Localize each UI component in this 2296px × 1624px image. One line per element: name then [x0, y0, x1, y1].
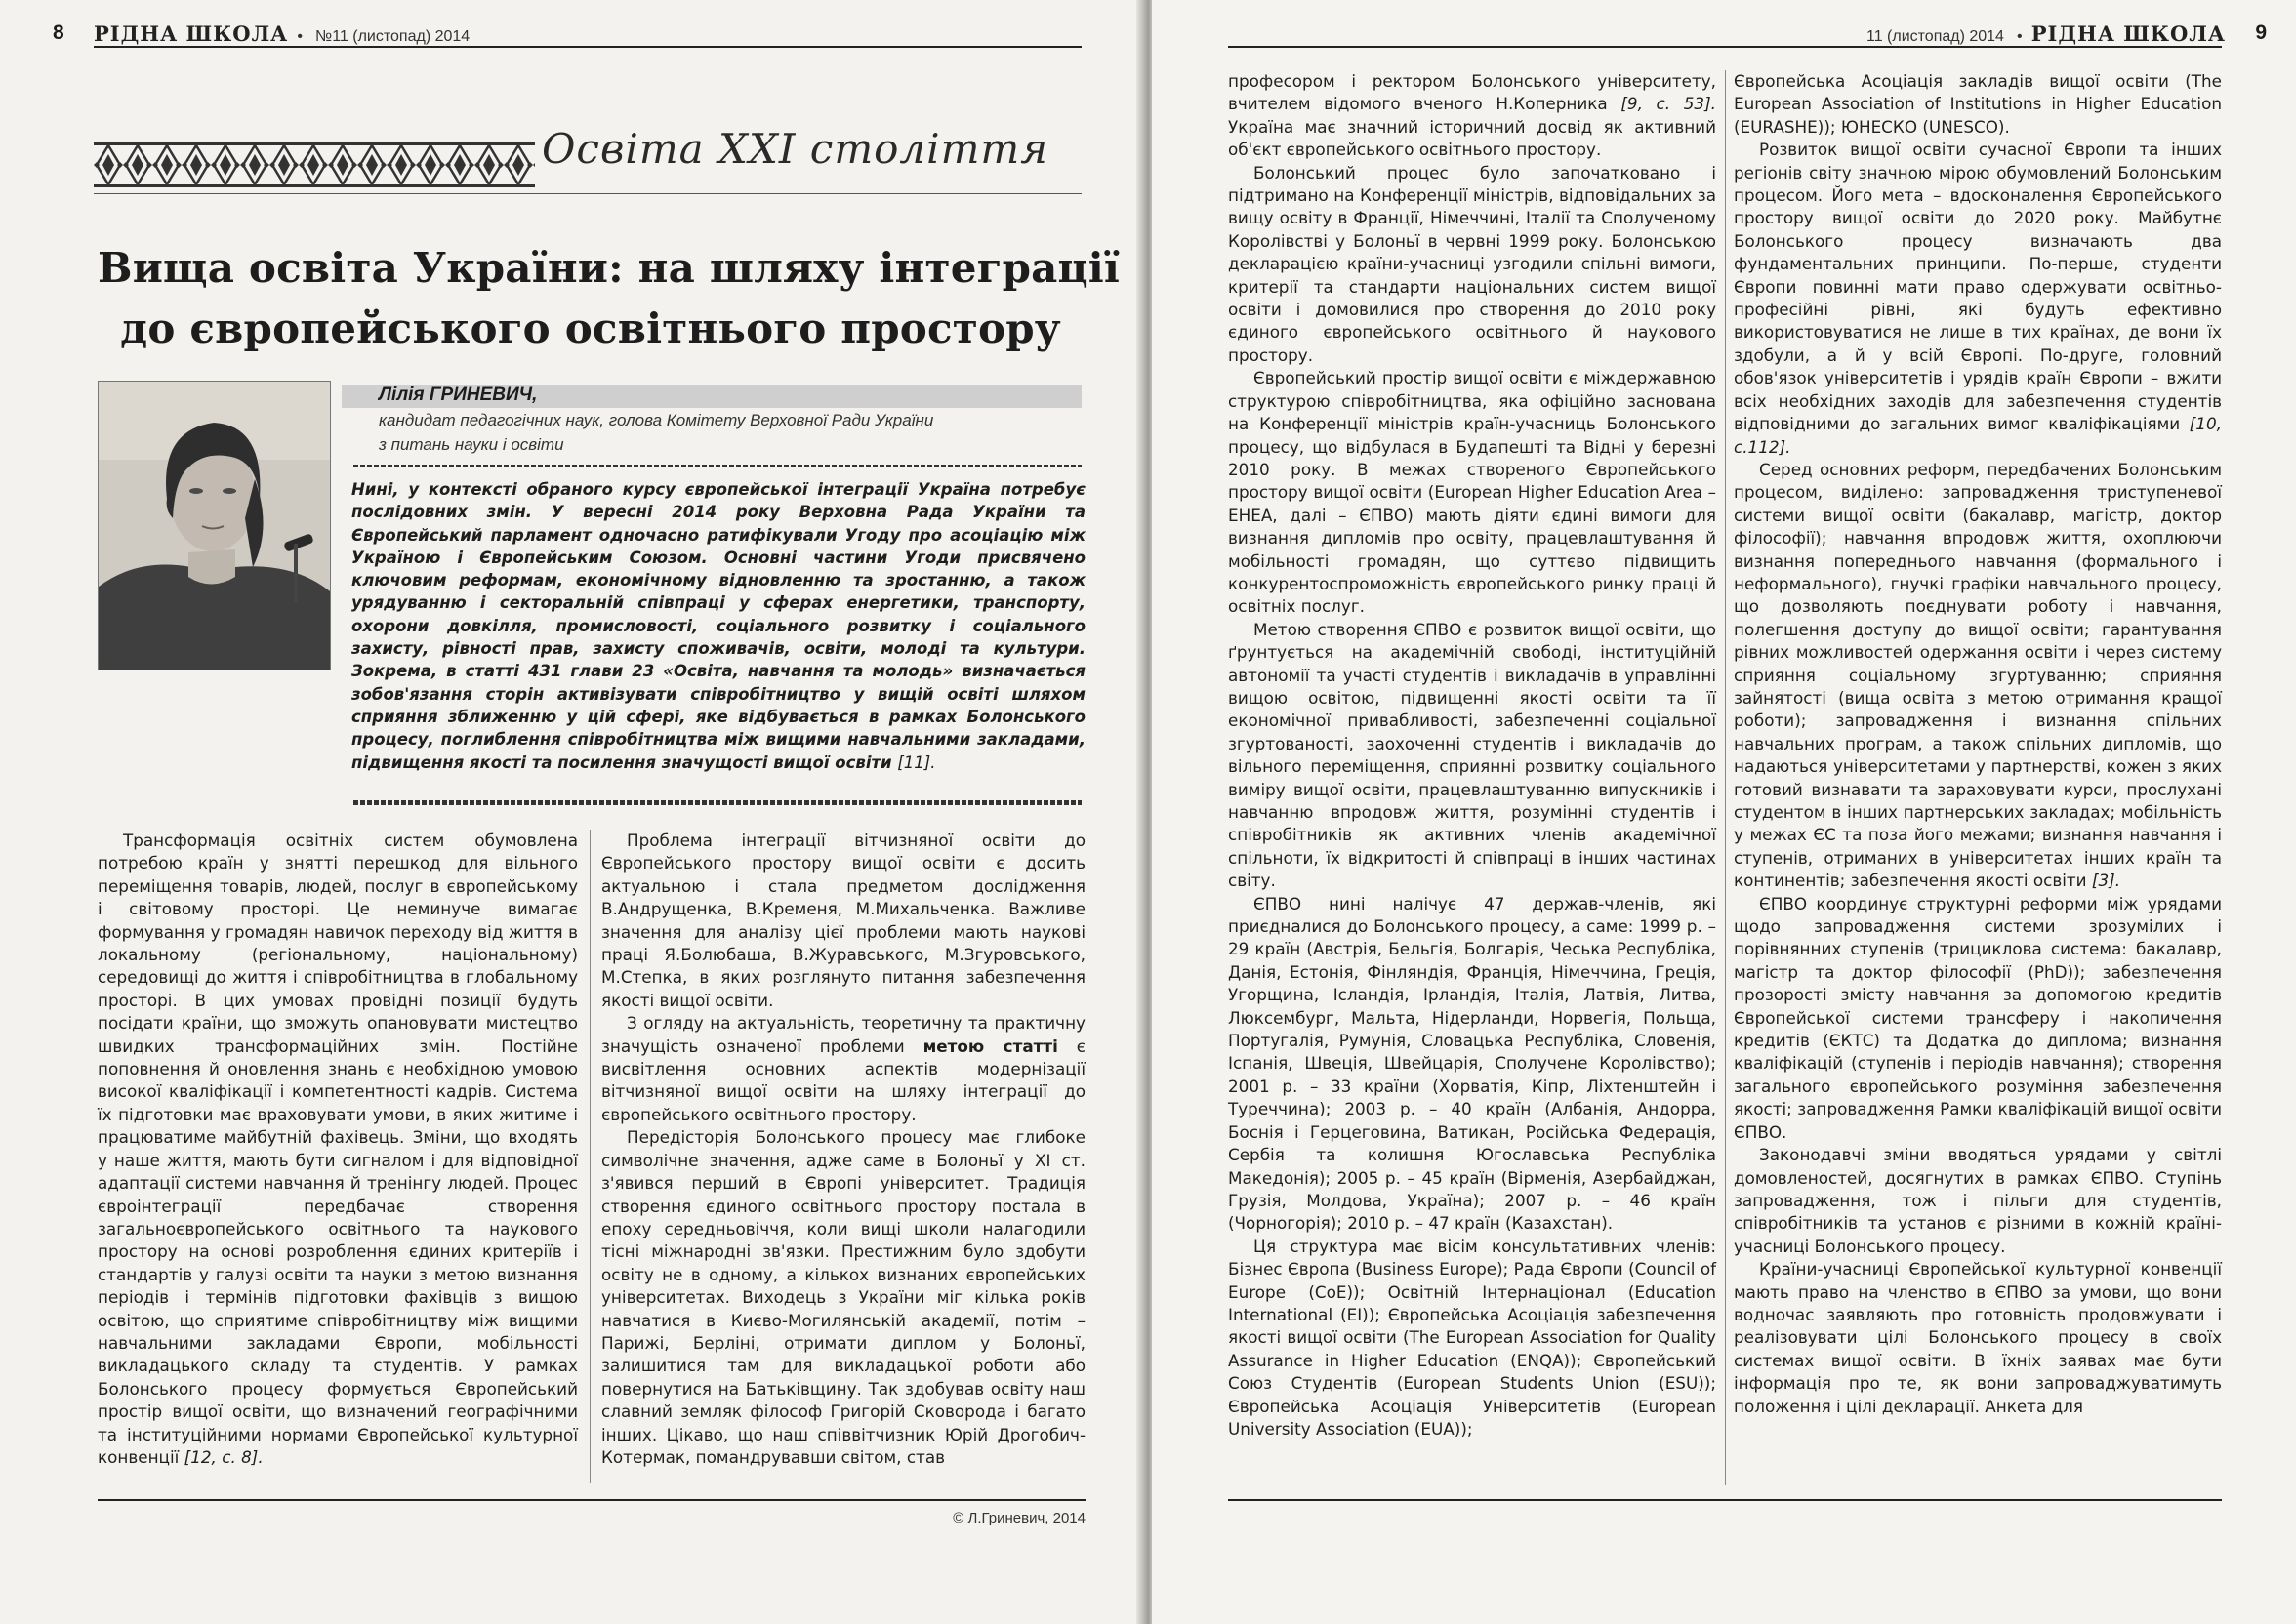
- paragraph: Ця структура має вісім консультативних членів: Бізнес Європа (Business Europe); Рада Європи (Council of Europe (CoE)); Освітній Інтернаціонал (Education International (EI)); Європейська Асоціація забезпечення якості вищої освіти (The European Association for Quality Assurance in Higher Education (ENQA)); Європейський Союз Студентів (European Students Union (ESU)); Європейська Асоціація Університетів (European University Association (EUA));: [1228, 1236, 1716, 1439]
- header-rule: [94, 46, 1082, 48]
- paragraph-text: Україна має значний історичний досвід як активний об'єкт європейського освітнього простору.: [1228, 116, 1716, 160]
- magazine-name: РІДНА ШКОЛА: [94, 21, 289, 46]
- paragraph: ЄПВО координує структурні реформи між урядами щодо запровадження системи зрозумілих і порівнянних ступенів (трициклова система: бакалавр, магістр та доктор філософії (PhD)); забезпечення прозорості змісту навчання за допомогою кредитів Європейської системи трансферу і накопичення кредитів (ЄКТС) та Додатка до диплома; визнання кваліфікацій (ступенів і періодів навчання); створення загального європейського розуміння забезпечення якості; запровадження Рамки кваліфікацій вищої освіти ЄПВО.: [1734, 893, 2222, 1142]
- citation: [12, с. 8].: [184, 1446, 264, 1467]
- footer-rule: [98, 1499, 1086, 1501]
- magazine-name: РІДНА ШКОЛА: [2030, 21, 2226, 46]
- abstract-divider: [353, 800, 1082, 805]
- citation: [10, с.112].: [1734, 414, 2222, 457]
- portrait-drawing: [99, 382, 330, 670]
- paragraph-text: Серед основних реформ, передбачених Болонським процесом, виділено: запровадження триступеневої системи вищої освіти (бакалавр, магістр, доктор філософії); навчання впродовж життя, охоплюючи визнання попереднього навчання (формального і неформального), гнучкі графіки навчального процесу, що дозволяють поєднувати роботу і навчання, полегшення доступу до вищої освіти; гарантування рівних можливостей одержання освіти і через систему сприяння соціальному згуртуванню; сприяння зайнятості (вища освіта з метою отримання кращої роботи); запровадження і визнання спільних навчальних програм, а також спільних дипломів, що надаються університетами у партнерстві, кожен з яких готовий визнавати та зараховувати курси, прослухані студентом в інших партнерських закладах; мобільність у межах ЄС та поза його межами; визнання навчання і ступенів, отриманих в університетах інших країн та континентів; забезпечення якості освіти: [1734, 459, 2222, 891]
- credit-divider: [353, 465, 1082, 467]
- citation: [3].: [2091, 871, 2121, 891]
- paragraph: Проблема інтеграції вітчизняної освіти до Європейського простору вищої освіти є досить актуальною і стала предметом дослідження В.Андрущенка, В.Кременя, М.Михальченка. Важливе значення для аналізу цієї проблеми мають наукові праці Я.Болюбаша, В.Журавського, М.Згуровського, М.Степка, в яких розглянуто питання забезпечення якості вищої освіти.: [601, 831, 1086, 1010]
- author-portrait: [98, 381, 331, 670]
- paragraph: Законодавчі зміни вводяться урядами у світлі домовленостей, досягнутих в рамках ЄПВО. Ступінь запровадження, тож і пільги для студентів, співробітників та установ є різними в кожній країні-учасниці Болонського процесу.: [1734, 1145, 2222, 1256]
- issue-separator: •: [2017, 28, 2023, 45]
- header-rule: [1228, 46, 2222, 48]
- bold-phrase: метою статті: [922, 1035, 1058, 1056]
- column-divider: [1725, 70, 1726, 1485]
- left-page-column-2: [601, 830, 1086, 1469]
- paragraph-text: Розвиток вищої освіти сучасної Європи та інших регіонів світу значною мірою обумовлений Болонським процесом. Його мета – вдосконалення Європейського простору вищої освіти до 2020 року. Майбутнє Болонського процесу визначають два фундаментальних принципи. По-перше, студенти Європи повинні мати право одержувати освітньо-професійні рівні, які будуть ефективно використовуватися не лише в тих країнах, де вони їх здобули, а й у всій Європі. По-друге, головний обов'язок університетів і урядів країн Європи – вжити всіх необхідних заходів для забезпечення студентів відповідними до загальних вимог кваліфікаціями: [1734, 140, 2222, 434]
- paragraph: Метою створення ЄПВО є розвиток вищої освіти, що ґрунтується на академічній свободі, інституційній автономії та участі студентів і викладачів в управлінні вищою освітою, підвищенні якості освіти та її економічної привабливості, забезпеченні соціальної згуртованості, заохоченні студентів і викладачів до вільного переміщення, сприянні розвитку соціального виміру вищої освіти, працевлаштуванню випускників і навчанню впродовж життя, розумінні студентів і співробітників як активних членів академічної спільноти, їх відкритості й співпраці в інших частинах світу.: [1228, 619, 1716, 891]
- paragraph: [1734, 459, 2222, 893]
- paragraph-text: З огляду на актуальність, теоретичну та практичну значущість означеної проблеми: [601, 1013, 1086, 1056]
- issue-label: №11 (листопад) 2014: [315, 28, 471, 45]
- abstract-reference: [11].: [897, 752, 936, 772]
- paragraph-text: професором і ректором Болонського університету, вчителем відомого вченого Н.Коперника: [1228, 71, 1716, 114]
- footer-rule: [1228, 1499, 2222, 1501]
- issue-label: 11 (листопад) 2014: [1866, 28, 2004, 45]
- citation: [9, с. 53].: [1620, 94, 1716, 114]
- article-abstract: [351, 478, 1086, 774]
- author-credit-line-2: з питань науки і освіти: [379, 435, 564, 454]
- rubric-title: Освіта ХХІ століття: [542, 125, 1049, 173]
- left-page-column-1: [98, 830, 578, 1469]
- rubric-rule: [94, 193, 1082, 194]
- copyright-notice: © Л.Гриневич, 2014: [953, 1510, 1086, 1526]
- paragraph: Болонський процес було започатковано і підтримано на Конференції міністрів, відповідальних за вищу освіту в Франції, Німеччині, Італії та Сполученому Королівстві у Болоньї в червні 1999 року. Болонською декларацією країни-учасниці узгодили спільні вимоги, критерії та стандарти національних систем вищої освіти і домовилися про створення до 2010 року єдиного європейського освітнього й наукового простору.: [1228, 162, 1716, 365]
- paragraph: [1228, 70, 1716, 162]
- author-credit-line-1: кандидат педагогічних наук, голова Комітету Верховної Ради України: [379, 411, 934, 429]
- right-page-column-2: [1734, 70, 2222, 1418]
- author-name: Лілія ГРИНЕВИЧ,: [379, 385, 538, 405]
- left-page: [0, 0, 1144, 1624]
- paragraph: Країни-учасниці Європейської культурної конвенції мають право на членство в ЄПВО за умови, що вони водночас заявляють про готовність продовжувати і реалізовувати цілі Болонського процесу в своїх системах вищої освіти. В їхніх заявах має бути інформація про те, як вони запроваджуватимуть положення і цілі декларації. Анкета для: [1734, 1259, 2222, 1416]
- paragraph: [601, 1012, 1086, 1126]
- right-page: [1152, 0, 2296, 1624]
- article-title-line-2: до європейського освітнього простору: [120, 304, 1061, 352]
- embroidery-ornament-icon: [94, 142, 535, 187]
- paragraph: Європейський простір вищої освіти є міждержавною структурою співробітництва, яка офіційно заснована на Конференції міністрів країн-учасниць Болонського процесу, що відбулася в Будапешті та Відні у березні 2010 року. В межах створеного Європейського простору вищої освіти (European Higher Education Area – EHEA, далі – ЄПВО) мають діяти єдині вимоги для визнання дипломів про освіту, працевлаштування й мобільності громадян, що суттєво підвищить конкурентоспроможність європейського ринку праці й освітніх послуг.: [1228, 368, 1716, 617]
- issue-separator: •: [297, 28, 303, 45]
- right-page-column-1: [1228, 70, 1716, 1441]
- paragraph: [98, 830, 578, 1469]
- paragraph-text: є висвітлення основних аспектів модернізації вітчизняної вищої освіти на шляху інтеграції до європейського освітнього простору.: [601, 1035, 1086, 1124]
- right-page-number: 9: [2255, 21, 2267, 44]
- paragraph: [1734, 139, 2222, 459]
- paragraph-text: Трансформація освітніх систем обумовлена потребою країн у знятті перешкод для вільного переміщення товарів, людей, послуг в європейському і світовому просторі. Це неминуче вимагає формування у громадян навичок переходу від життя в локальному (регіональному, національному) середовищі до життя і співробітництва в глобальному просторі. В цих умовах провідні позиції будуть посідати країни, що зможуть опановувати мистецтво швидких трансформаційних змін. Постійне поповнення й оновлення знань є необхідною умовою високої кваліфікації і компетентності кадрів. Система їх підготовки має враховувати умови, в яких житиме і працюватиме майбутній фахівець. Зміни, що входять у наше життя, мають бути сигналом і для відповідної адаптації системи навчання й тренінгу людей. Процес євроінтеграції передбачає створення загальноєвропейського освітнього та наукового простору на основі розроблення єдиних критеріїв і стандартів у галузі освіти та науки з метою визнання періодів і термінів підготовки фахівців з вищою освітою, що сприятиме співробітництву між вищими навчальними закладами Європи, мобільності викладацького складу та студентів. У рамках Болонського процесу формується Європейський простір вищої освіти, що визначений географічними та інституційними нормами Європейської культурної конвенції: [98, 831, 578, 1467]
- left-page-number: 8: [53, 21, 64, 44]
- paragraph: ЄПВО нині налічує 47 держав-членів, які приєдналися до Болонського процесу, а саме: 1999 р. – 29 країн (Австрія, Бельгія, Болгарія, Чеська Республіка, Данія, Естонія, Фінляндія, Франція, Німеччина, Греція, Угорщина, Ісландія, Ірландія, Італія, Латвія, Литва, Люксембург, Мальта, Нідерланди, Норвегія, Польща, Португалія, Румунія, Словацька Республіка, Словенія, Іспанія, Швеція, Швейцарія, Сполучене Королівство); 2001 р. – 33 країни (Хорватія, Кіпр, Ліхтенштейн і Туреччина); 2003 р. – 40 країн (Албанія, Андорра, Боснія і Герцеговина, Ватикан, Російська Федерація, Сербія та колишня Югославська Республіка Македонія); 2005 р. – 45 країн (Вірменія, Азербайджан, Грузія, Молдова, Україна); 2007 р. – 46 країн (Чорногорія); 2010 р. – 47 країн (Казахстан).: [1228, 893, 1716, 1234]
- column-divider: [590, 830, 591, 1483]
- abstract-text: Нині, у контексті обраного курсу європейської інтеграції Україна потребує послідовних змін. У вересні 2014 року Верховна Рада України та Європейський парламент одночасно ратифікували Угоду про асоціацію між Україною і Європейським Союзом. Основні частини Угоди присвячено ключовим реформам, економічному відновленню та зростанню, а також урядуванню і секторальній співпраці у сферах енергетики, транспорту, охорони довкілля, промисловості, соціального розвитку і соціального захисту, рівності прав, захисту споживачів, освіти, молоді та культури. Зокрема, в статті 431 глави 23 «Освіта, навчання та молодь» визначається зобов'язання сторін активізувати співробітництво у вищій освіті шляхом сприяння зближенню у цій сфері, яке відбувається в рамках Болонського процесу, поглиблення співробітництва між вищими навчальними закладами, підвищення якості та посилення значущості вищої освіти: [351, 480, 1086, 772]
- article-title-line-1: Вища освіта України: на шляху інтеграції: [98, 244, 1121, 292]
- paragraph: Передісторія Болонського процесу має глибоке символічне значення, адже саме в Болоньї у ХІ ст. з'явився перший в Європі університет. Традиція створення єдиного освітнього простору постала в епоху середньовіччя, коли вищі школи налагодили тісні міжнародні зв'язки. Престижним було здобути освіту не в одному, а кількох визнаних європейських університетах. Виходець з України міг кілька років навчатися в Києво-Могилянській академії, потім – Парижі, Берліні, отримати диплом у Болоньї, залишитися там для викладацької роботи або повернутися на Батьківщину. Так здобував освіту наш славний земляк філософ Григорій Сковорода і багато інших. Цікаво, що наш співвітчизник Юрій Дрогобич-Котермак, помандрувавши світом, став: [601, 1127, 1086, 1467]
- paragraph: Європейська Асоціація закладів вищої освіти (The European Association of Institutions in Higher Education (EURASHE)); ЮНЕСКО (UNESCO).: [1734, 71, 2222, 137]
